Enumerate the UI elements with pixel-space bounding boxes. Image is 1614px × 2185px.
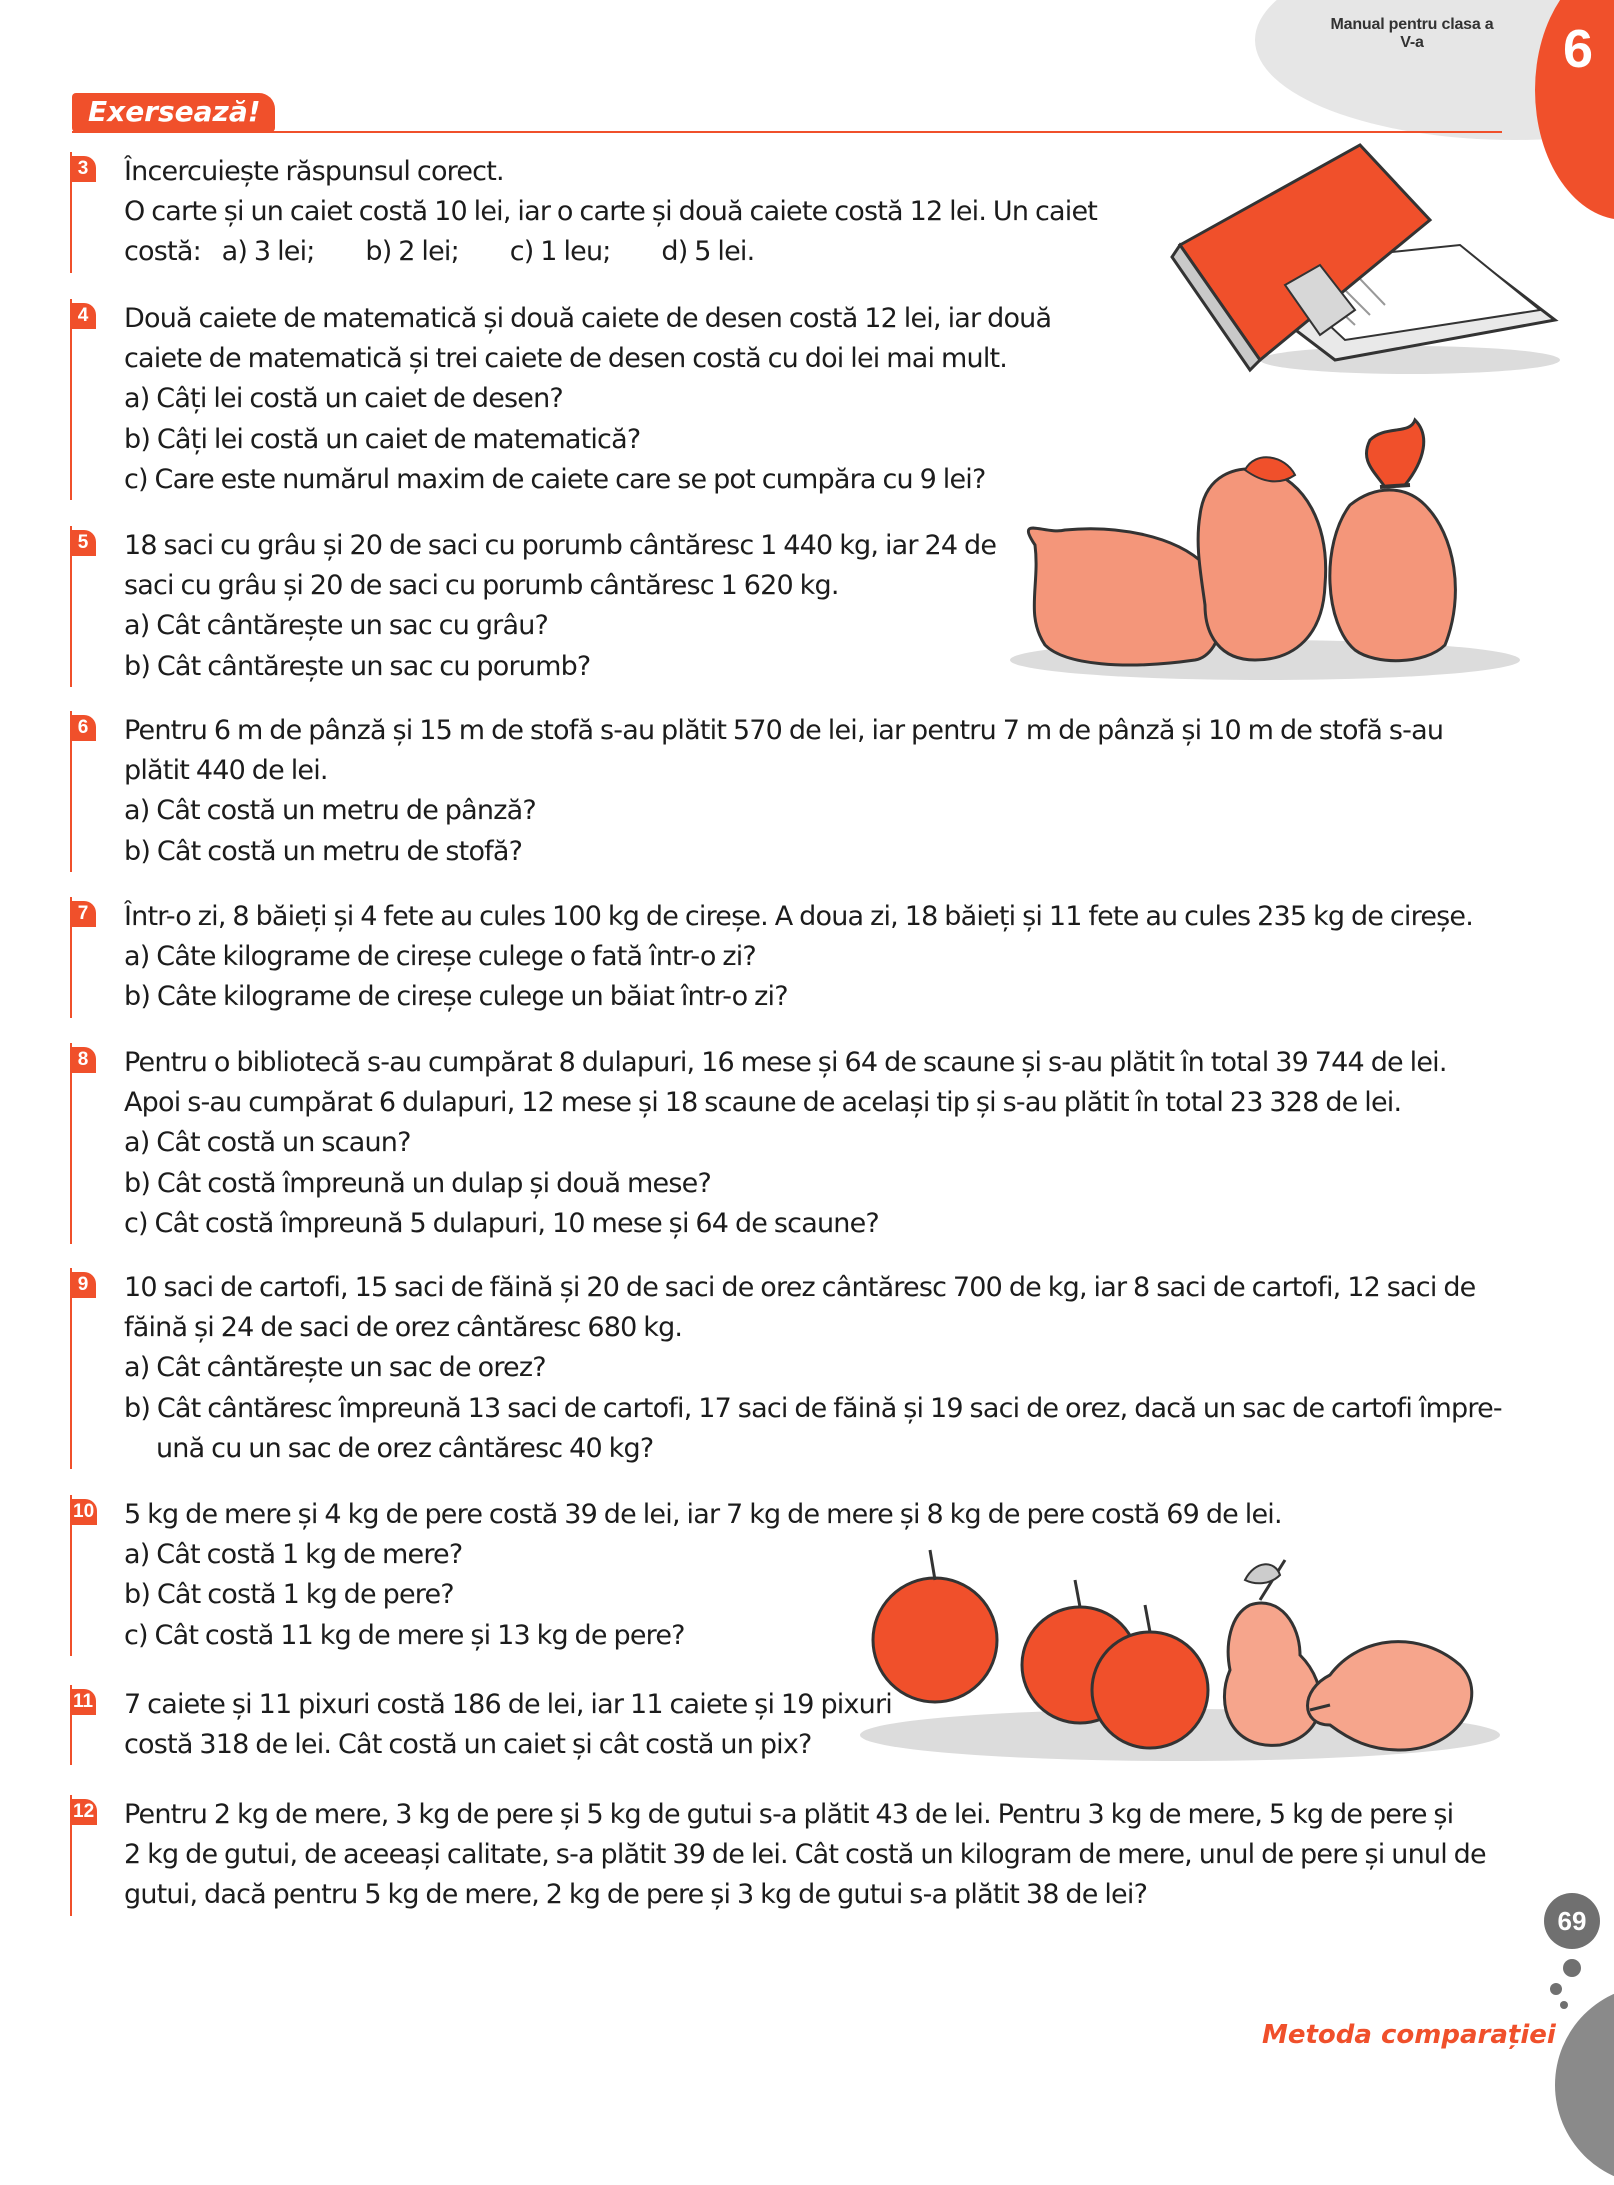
exercise-line: saci cu grâu și 20 de saci cu porumb cântăresc 1 620 kg.: [124, 570, 839, 602]
exercise-number: 8: [70, 1047, 96, 1073]
exercise-line: 10 saci de cartofi, 15 saci de făină și 20 de saci de orez cântăresc 700 de kg, iar 8 saci de cartofi, 12 saci de: [124, 1272, 1476, 1303]
exercise-6: [70, 711, 1443, 872]
page-number: 69: [1544, 1893, 1600, 1949]
question-b-continued: ună cu un sac de orez cântăresc 40 kg?: [156, 1432, 654, 1464]
section-rule: [72, 131, 1502, 133]
question-a: a) Cât costă un scaun?: [124, 1127, 411, 1159]
question-b: b) Cât cântăresc împreună 13 saci de cartofi, 17 saci de făină și 19 saci de orez, dacă un sac de cartofi împre-: [124, 1392, 1502, 1424]
chapter-title: Metoda comparației: [1262, 2020, 1556, 2050]
exercise-line: O carte și un caiet costă 10 lei, iar o carte și două caiete costă 12 lei. Un caiet: [124, 196, 1098, 228]
exercise-3: [70, 152, 1097, 273]
exercise-12: [70, 1795, 1486, 1916]
sacks-illustration: [1005, 415, 1525, 685]
option-c[interactable]: c) 1 leu;: [509, 236, 611, 268]
exercise-line: 7 caiete și 11 pixuri costă 186 de lei, iar 11 caiete și 19 pixuri: [124, 1689, 892, 1720]
exercise-line: Pentru o bibliotecă s-au cumpărat 8 dulapuri, 16 mese și 64 de scaune și s-au plătit în total 39 744 de lei.: [124, 1047, 1447, 1078]
exercise-line: Două caiete de matematică și două caiete de desen costă 12 lei, iar două: [124, 303, 1052, 334]
exercise-line: Pentru 2 kg de mere, 3 kg de pere și 5 kg de gutui s-a plătit 43 de lei. Pentru 3 kg de mere, 5 kg de pere și: [124, 1799, 1454, 1830]
book-illustration: [1170, 145, 1570, 385]
question-b: b) Cât costă împreună un dulap și două mese?: [124, 1167, 711, 1199]
question-a: a) Cât costă un metru de pânză?: [124, 795, 536, 827]
exercise-number: 7: [70, 901, 96, 927]
textbook-title: Manual pentru clasa a V-a: [1330, 16, 1494, 51]
chapter-number: 6: [1562, 19, 1594, 79]
exercise-5: [70, 526, 996, 687]
exercise-line: Într-o zi, 8 băieți și 4 fete au cules 100 kg de cireșe. A doua zi, 18 băieți și 11 fete au cules 235 kg de cireșe.: [124, 901, 1474, 932]
exercise-8: [70, 1043, 1447, 1244]
question-b: b) Cât costă 1 kg de pere?: [124, 1579, 454, 1611]
decorative-dot: [1563, 1959, 1581, 1977]
question-a: a) Cât costă 1 kg de mere?: [124, 1539, 463, 1571]
exercise-line: caiete de matematică și trei caiete de desen costă cu doi lei mai mult.: [124, 343, 1008, 375]
exercise-number: 11: [70, 1689, 96, 1715]
exercise-line: plătit 440 de lei.: [124, 755, 328, 787]
option-d[interactable]: d) 5 lei.: [661, 236, 755, 268]
exercise-instruction: Încercuiește răspunsul corect.: [124, 156, 504, 187]
question-c: c) Cât costă împreună 5 dulapuri, 10 mese și 64 de scaune?: [124, 1207, 879, 1239]
question-b: b) Cât costă un metru de stofă?: [124, 835, 523, 867]
exercise-line: gutui, dacă pentru 5 kg de mere, 2 kg de pere și 3 kg de gutui s-a plătit 38 de lei?: [124, 1879, 1148, 1911]
corner-decoration: [1555, 1985, 1614, 2185]
exercise-number: 6: [70, 715, 96, 741]
exercise-number: 10: [70, 1499, 97, 1525]
exercise-line: Apoi s-au cumpărat 6 dulapuri, 12 mese și 18 scaune de același tip și s-au plătit în total 23 328 de lei.: [124, 1087, 1402, 1119]
question-a: a) Cât cântărește un sac cu grâu?: [124, 610, 549, 642]
question-c: c) Care este numărul maxim de caiete care se pot cumpăra cu 9 lei?: [124, 463, 986, 495]
exercise-line: Pentru 6 m de pânză și 15 m de stofă s-au plătit 570 de lei, iar pentru 7 m de pânză și 10 m de stofă s-au: [124, 715, 1444, 746]
exercise-9: [70, 1268, 1502, 1469]
exercise-7: [70, 897, 1473, 1018]
answer-options: [124, 232, 1097, 272]
exercise-number: 9: [70, 1272, 96, 1298]
exercise-line: 2 kg de gutui, de aceeași calitate, s-a plătit 39 de lei. Cât costă un kilogram de mere, unul de pere și unul de: [124, 1839, 1486, 1871]
options-lead: costă:: [124, 236, 201, 268]
fruit-illustration: [860, 1535, 1510, 1765]
question-c: c) Cât costă 11 kg de mere și 13 kg de pere?: [124, 1619, 685, 1651]
exercise-number: 4: [70, 303, 96, 329]
question-a: a) Câți lei costă un caiet de desen?: [124, 383, 563, 415]
decorative-dot: [1560, 2001, 1568, 2009]
exercise-number: 12: [70, 1799, 97, 1825]
section-label: Exersează!: [72, 93, 275, 132]
option-a[interactable]: a) 3 lei;: [221, 236, 315, 268]
exercise-11: [70, 1685, 892, 1765]
question-b: b) Câte kilograme de cireșe culege un băiat într-o zi?: [124, 981, 788, 1013]
question-b: b) Cât cântărește un sac cu porumb?: [124, 650, 591, 682]
exercise-line: făină și 24 de saci de orez cântăresc 680 kg.: [124, 1312, 683, 1344]
question-a: a) Câte kilograme de cireșe culege o fată într-o zi?: [124, 941, 756, 973]
decorative-dot: [1550, 1983, 1562, 1995]
exercise-4: [70, 299, 1051, 500]
exercise-line: costă 318 de lei. Cât costă un caiet și cât costă un pix?: [124, 1729, 812, 1761]
option-b[interactable]: b) 2 lei;: [365, 236, 459, 268]
question-b: b) Câți lei costă un caiet de matematică?: [124, 423, 641, 455]
exercise-number: 3: [70, 156, 96, 182]
exercise-line: 5 kg de mere și 4 kg de pere costă 39 de lei, iar 7 kg de mere și 8 kg de pere costă 69 de lei.: [124, 1499, 1282, 1530]
question-a: a) Cât cântărește un sac de orez?: [124, 1352, 546, 1384]
exercise-number: 5: [70, 530, 96, 556]
exercise-line: 18 saci cu grâu și 20 de saci cu porumb cântăresc 1 440 kg, iar 24 de: [124, 530, 997, 561]
